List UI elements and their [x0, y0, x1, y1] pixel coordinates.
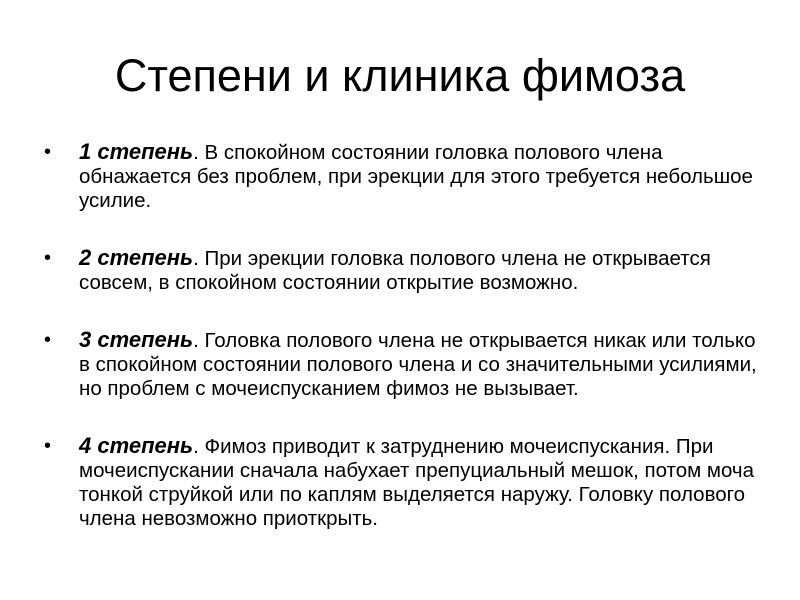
degree-label: 4 степень [79, 433, 194, 458]
degree-item-3 [44, 328, 764, 401]
degree-item-2 [44, 246, 764, 295]
degree-label: 1 степень [79, 139, 194, 164]
bullet-dot-icon: • [44, 141, 52, 163]
degree-description: . Головка полового члена не открывается никак или только в спокойном состоянии полового члена и со значительными усилиями, но проблем с мочеиспусканием фимоз не вызывает. [79, 329, 757, 400]
bullet-dot-icon: • [44, 247, 52, 269]
degree-label: 3 степень [79, 327, 194, 352]
bullet-dot-icon: • [44, 329, 52, 351]
slide-title: Степени и клиника фимоза [114, 50, 686, 101]
degree-item-4 [44, 434, 764, 531]
degree-description: . Фимоз приводит к затруднению мочеиспускания. При мочеиспускании сначала набухает препуциальный мешок, потом моча тонкой струйкой или по каплям выделяется наружу. Головку полового члена невозможно приоткрыть. [79, 435, 755, 530]
bullet-dot-icon: • [44, 435, 52, 457]
degree-description: . При эрекции головка полового члена не открывается совсем, в спокойном состоянии открытие возможно. [79, 247, 711, 294]
degree-description: . В спокойном состоянии головка полового члена обнажается без проблем, при эрекции для этого требуется небольшое усилие. [79, 141, 753, 212]
degree-list [44, 140, 764, 531]
degree-label: 2 степень [79, 245, 194, 270]
degree-item-1 [44, 140, 764, 213]
